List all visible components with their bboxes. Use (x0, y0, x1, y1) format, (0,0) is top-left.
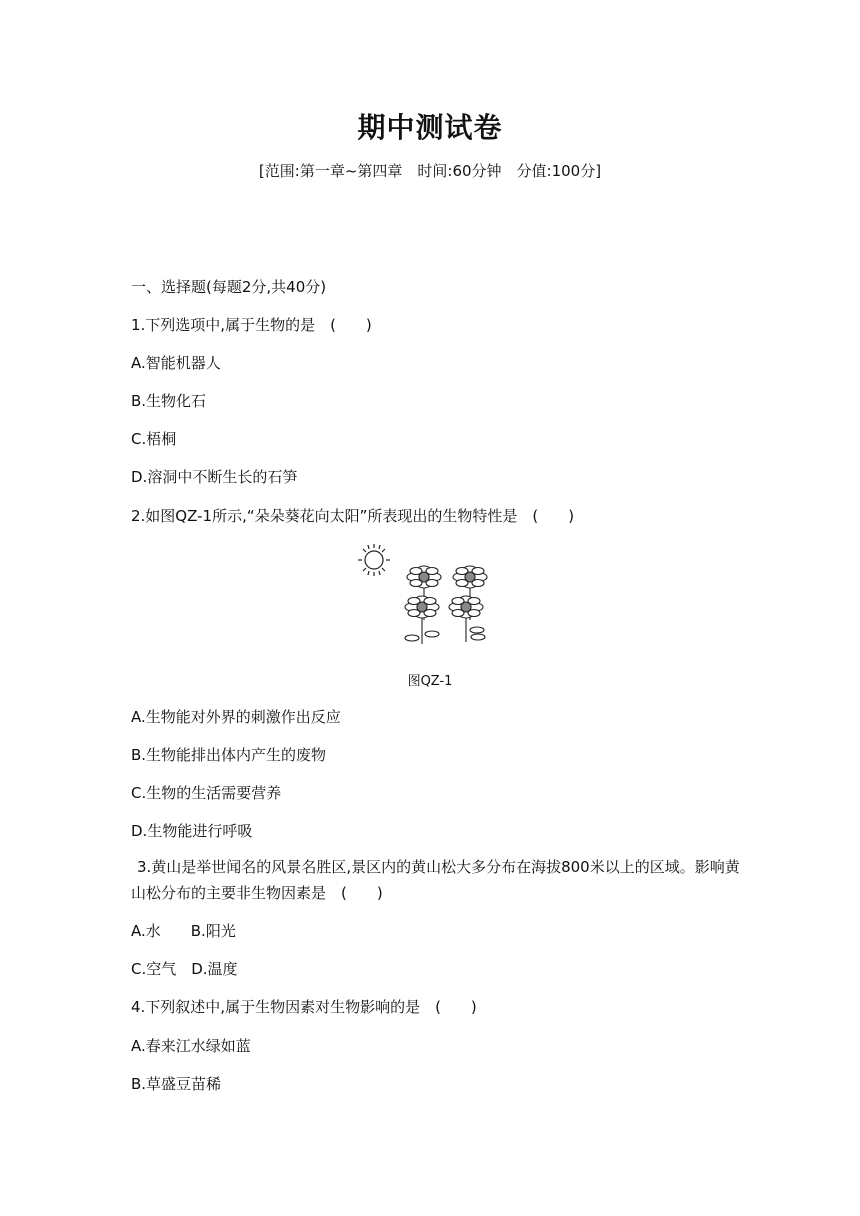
question-2-option-c: C.生物的生活需要营养 (131, 784, 282, 802)
question-2-option-b: B.生物能排出体内产生的废物 (131, 746, 327, 764)
exam-info: [范围:第一章~第四章 时间:60分钟 分值:100分] (258, 162, 602, 180)
question-2-option-d: D.生物能进行呼吸 (131, 822, 253, 840)
question-4-stem: 4.下列叙述中,属于生物因素对生物影响的是 ( ) (131, 998, 477, 1016)
figure-caption: 图QZ-1 (407, 674, 453, 689)
question-3-options-row-1: A.水 B.阳光 (131, 922, 236, 940)
flower-icon (449, 596, 485, 642)
question-4-option-a: A.春来江水绿如蓝 (131, 1037, 251, 1055)
question-3-options-row-2: C.空气 D.温度 (131, 960, 238, 978)
question-1-option-b: B.生物化石 (131, 392, 207, 410)
question-4-option-b: B.草盛豆苗稀 (131, 1075, 222, 1093)
section-heading: 一、选择题(每题2分,共40分) (131, 278, 327, 296)
question-1-option-d: D.溶洞中不断生长的石笋 (131, 468, 298, 486)
question-1-option-c: C.梧桐 (131, 430, 177, 448)
flower-icon (405, 596, 439, 644)
sunflowers-figure (352, 540, 502, 650)
page-title: 期中测试卷 (357, 111, 503, 144)
question-3-stem: 3.黄山是举世闻名的风景名胜区,景区内的黄山松大多分布在海拔800米以上的区域。影响黄山松分布的主要非生物因素是 ( ) (131, 858, 740, 902)
sun-icon (358, 544, 390, 576)
question-2-stem: 2.如图QZ-1所示,“朵朵葵花向太阳”所表现出的生物特性是 ( ) (131, 507, 575, 525)
question-2-option-a: A.生物能对外界的刺激作出反应 (131, 708, 341, 726)
question-1-stem: 1.下列选项中,属于生物的是 ( ) (131, 316, 372, 334)
question-1-option-a: A.智能机器人 (131, 354, 221, 372)
